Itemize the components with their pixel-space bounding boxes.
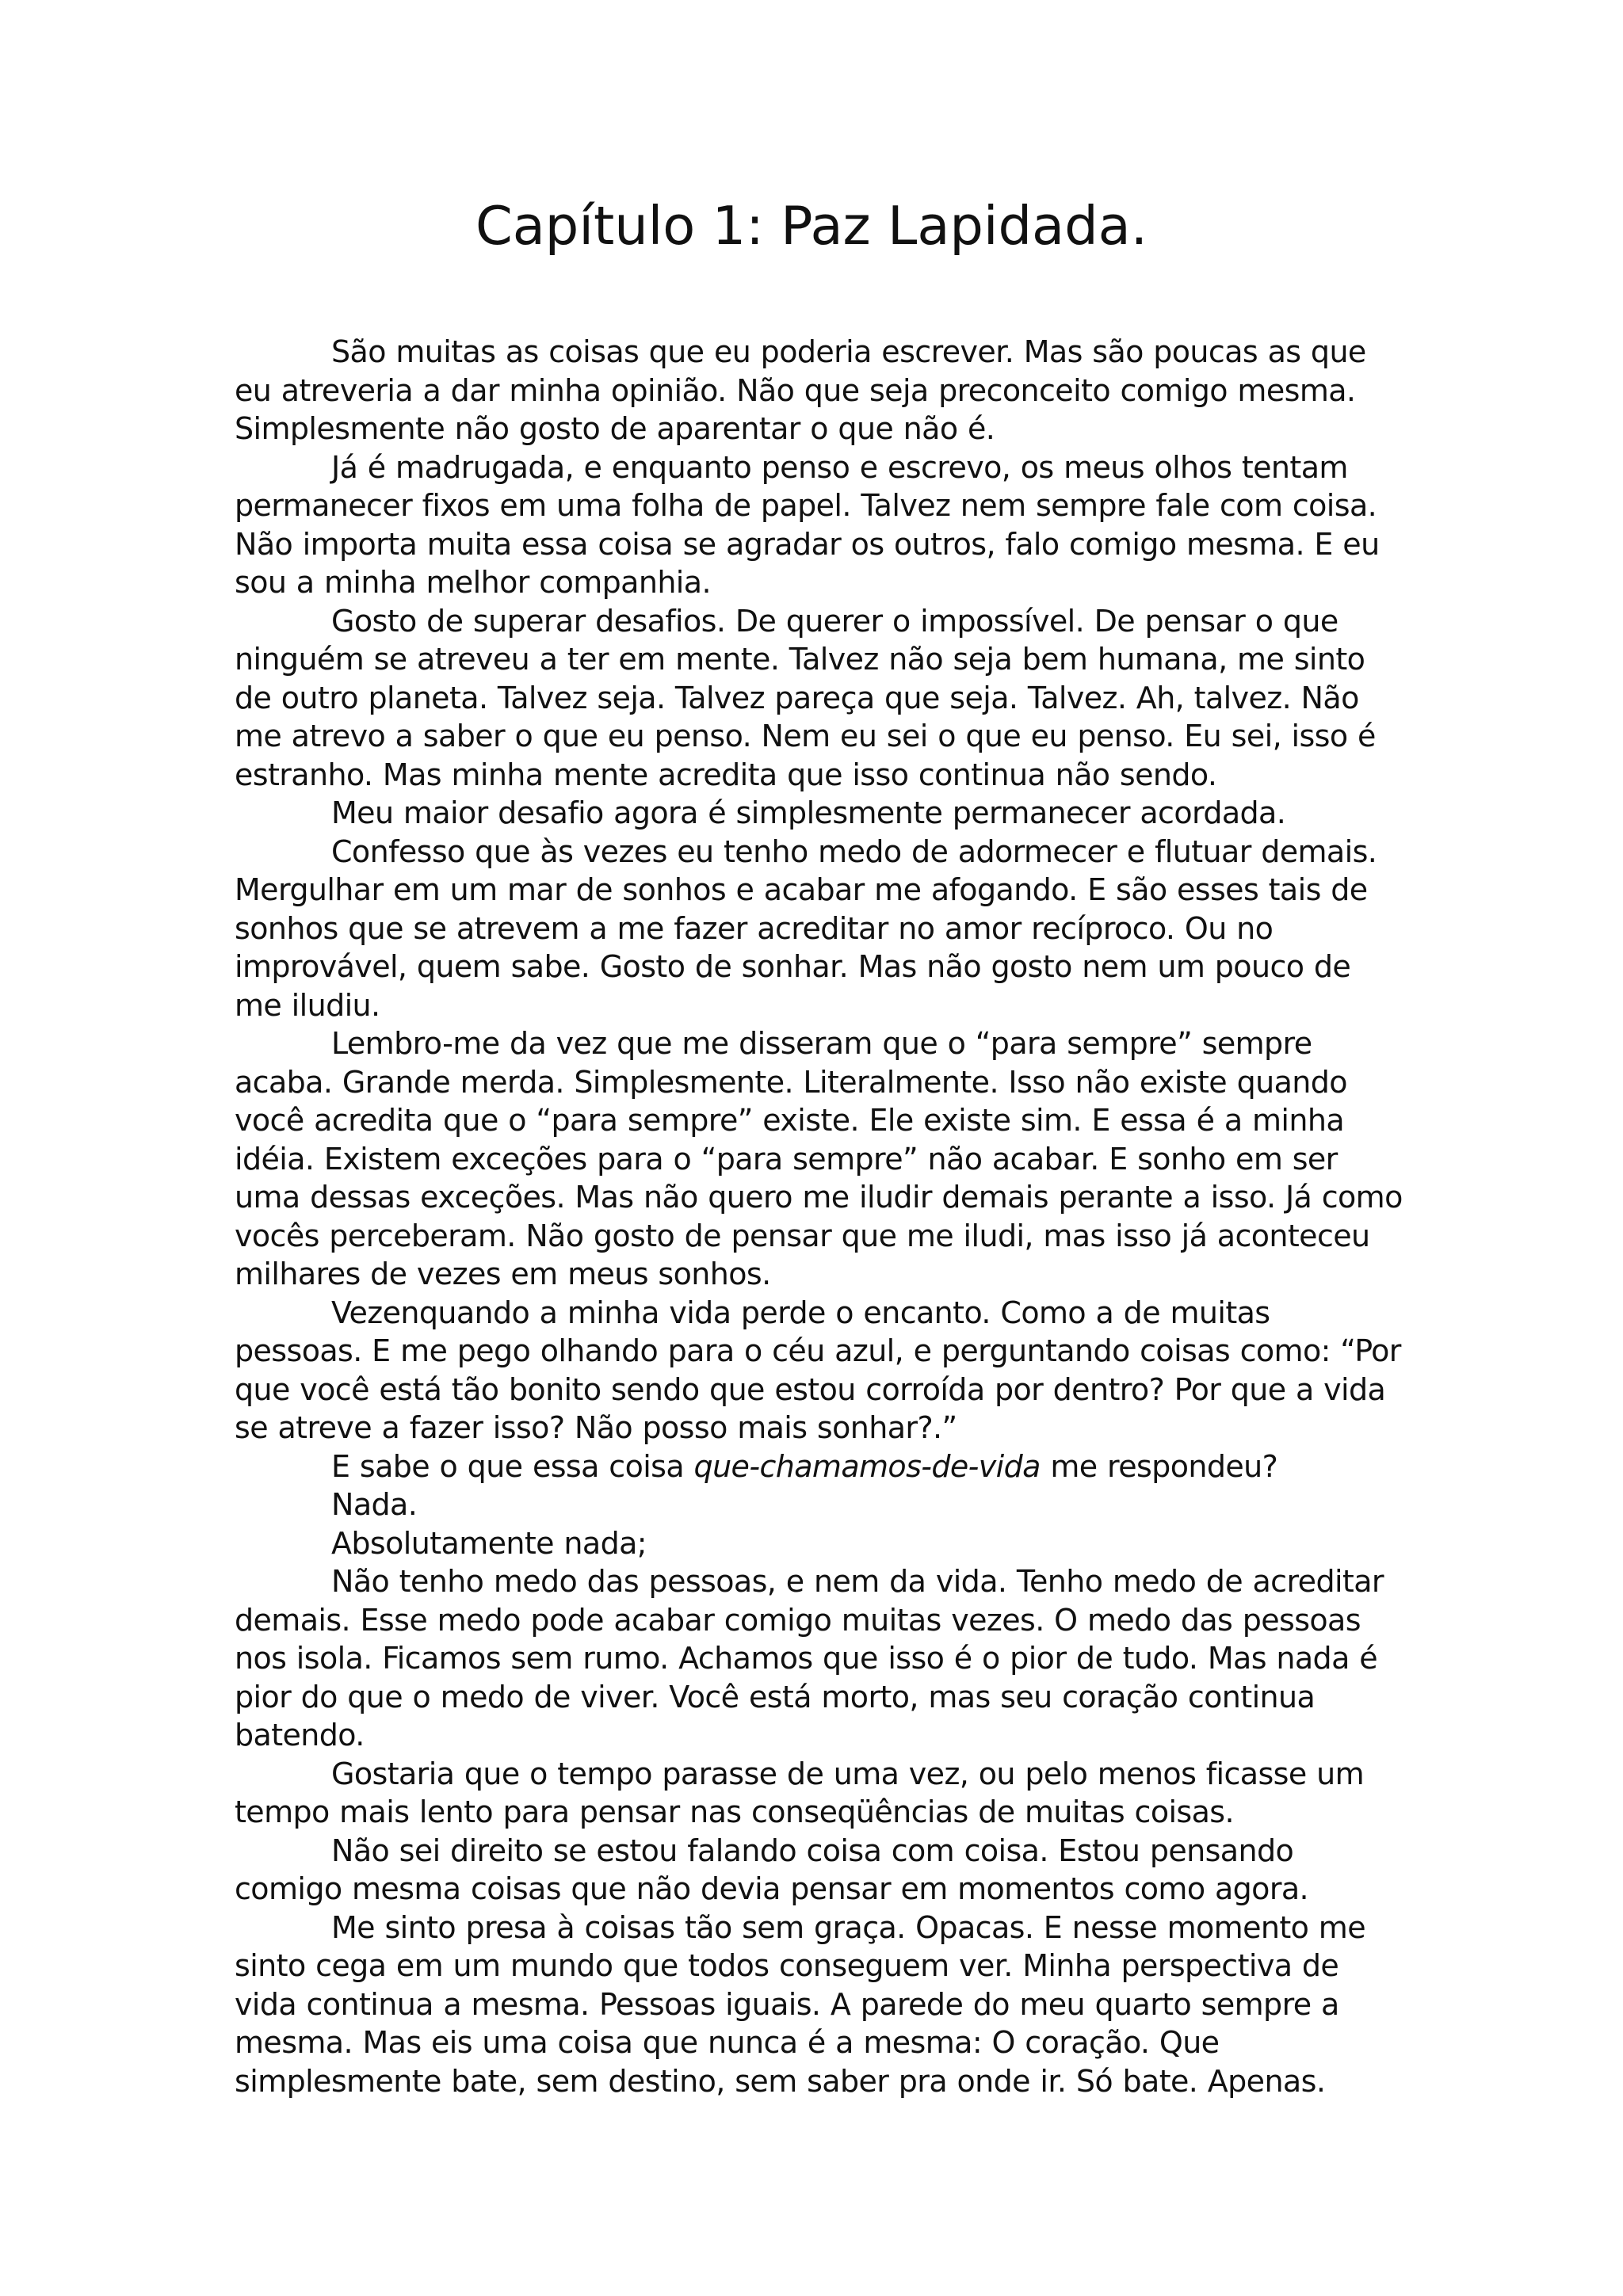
paragraph-text-after: me respondeu? <box>1040 1448 1278 1484</box>
paragraph: Não tenho medo das pessoas, e nem da vida. Tenho medo de acreditar demais. Esse medo pode acabar comigo muitas vezes. O medo das pessoas nos isola. Ficamos sem rumo. Achamos que isso é o pior de tudo. Mas nada é pior do que o medo de viver. Você está morto, mas seu coração continua batendo. <box>235 1564 1384 1753</box>
paragraph: São muitas as coisas que eu poderia escrever. Mas são poucas as que eu atreveria a dar minha opinião. Não que seja preconceito comigo mesma. Simplesmente não gosto de aparentar o que não é. <box>235 334 1366 446</box>
paragraph: Gosto de superar desafios. De querer o impossível. De pensar o que ninguém se atreveu a ter em mente. Talvez não seja bem humana, me sinto de outro planeta. Talvez seja. Talvez pareça que seja. Talvez. Ah, talvez. Não me atrevo a saber o que eu penso. Nem eu sei o que eu penso. Eu sei, isso é estranho. Mas minha mente acredita que isso continua não sendo. <box>235 603 1376 792</box>
paragraph: Me sinto presa à coisas tão sem graça. Opacas. E nesse momento me sinto cega em um mundo que todos conseguem ver. Minha perspectiva de vida continua a mesma. Pessoas iguais. A parede do meu quarto sempre a mesma. Mas eis uma coisa que nunca é a mesma: O coração. Que simplesmente bate, sem destino, sem saber pra onde ir. Só bate. Apenas. <box>235 1909 1365 2099</box>
paragraph-text-before: E sabe o que essa coisa <box>331 1448 694 1484</box>
paragraph: Lembro-me da vez que me disseram que o “para sempre” sempre acaba. Grande merda. Simplesmente. Literalmente. Isso não existe quando você acredita que o “para sempre” existe. Ele existe sim. E essa é a minha idéia. Existem exceções para o “para sempre” não acabar. E sonho em ser uma dessas exceções. Mas não quero me iludir demais perante a isso. Já como vocês perceberam. Não gosto de pensar que me iludi, mas isso já aconteceu milhares de vezes em meus sonhos. <box>235 1026 1403 1291</box>
paragraph: Meu maior desafio agora é simplesmente permanecer acordada. <box>331 795 1286 830</box>
paragraph: Vezenquando a minha vida perde o encanto. Como a de muitas pessoas. E me pego olhando para o céu azul, e perguntando coisas como: “Por que você está tão bonito sendo que estou corroída por dentro? Por que a vida se atreve a fazer isso? Não posso mais sonhar?.” <box>235 1295 1401 1445</box>
paragraph: Nada. <box>331 1487 418 1522</box>
paragraph-with-italic <box>235 1447 1406 1486</box>
paragraph: Já é madrugada, e enquanto penso e escrevo, os meus olhos tentam permanecer fixos em uma folha de papel. Talvez nem sempre fale com coisa. Não importa muita essa coisa se agradar os outros, falo comigo mesma. E eu sou a minha melhor companhia. <box>235 449 1380 600</box>
chapter-title: Capítulo 1: Paz Lapidada. <box>475 195 1148 257</box>
paragraph: Absolutamente nada; <box>331 1525 647 1561</box>
chapter-body <box>235 333 1406 2100</box>
paragraph: Não sei direito se estou falando coisa com coisa. Estou pensando comigo mesma coisas que não devia pensar em momentos como agora. <box>235 1833 1309 1906</box>
paragraph: Confesso que às vezes eu tenho medo de adormecer e flutuar demais. Mergulhar em um mar de sonhos e acabar me afogando. E são esses tais de sonhos que se atrevem a me fazer acreditar no amor recíproco. Ou no improvável, quem sabe. Gosto de sonhar. Mas não gosto nem um pouco de me iludiu. <box>235 833 1377 1023</box>
italic-phrase: que-chamamos-de-vida <box>693 1448 1041 1484</box>
paragraph: Gostaria que o tempo parasse de uma vez, ou pelo menos ficasse um tempo mais lento para pensar nas conseqüências de muitas coisas. <box>235 1756 1365 1829</box>
